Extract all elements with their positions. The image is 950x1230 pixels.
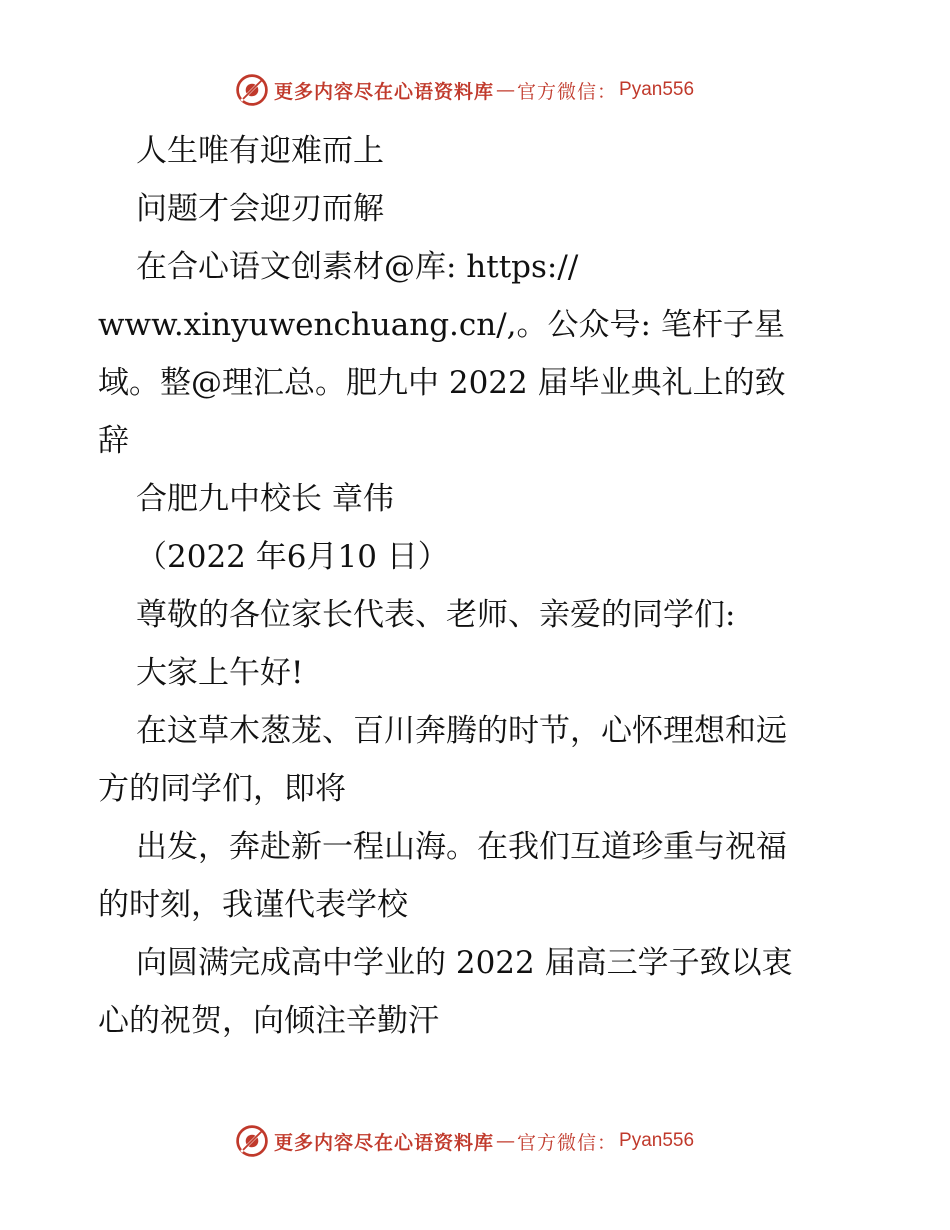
text-line: 心的祝贺，向倾注辛勤汗 xyxy=(98,1003,439,1039)
footer-banner xyxy=(234,1121,694,1161)
text-line: 向圆满完成高中学业的 2022 届高三学子致以衷 xyxy=(136,945,793,981)
text-line: 问题才会迎刃而解 xyxy=(136,191,384,227)
banner-title: 更多内容尽在心语资料库 xyxy=(274,1131,495,1154)
text-line: 出发，奔赴新一程山海。在我们互道珍重与祝福 xyxy=(136,829,787,865)
date-line: （2022 年6月10 日） xyxy=(136,539,449,575)
banner-wechat-label: 官方微信： xyxy=(517,1131,618,1154)
banner-wechat-label: 官方微信： xyxy=(517,80,618,103)
text-line: 方的同学们，即将 xyxy=(98,771,346,807)
text-line: 在这草木葱茏、百川奔腾的时节，心怀理想和远 xyxy=(136,713,787,749)
document-body xyxy=(98,122,858,1050)
text-line: 的时刻，我谨代表学校 xyxy=(98,887,408,923)
banner-wechat-id: Pyan556 xyxy=(619,79,695,100)
text-line: www.xinyuwenchuang.cn/,。公众号: 笔杆子星 xyxy=(98,307,785,343)
logo-icon xyxy=(234,1123,270,1159)
text-line: 域。整@理汇总。肥九中 2022 届毕业典礼上的致 xyxy=(98,365,786,401)
banner-dash: — xyxy=(496,79,516,101)
text-line: 辞 xyxy=(98,423,129,459)
logo-icon xyxy=(234,72,270,108)
greeting-line: 大家上午好! xyxy=(136,655,304,691)
text-line: 人生唯有迎难而上 xyxy=(136,133,384,169)
banner-title: 更多内容尽在心语资料库 xyxy=(274,80,495,103)
text-line: 在合心语文创素材@库: https:// xyxy=(136,249,579,285)
banner-wechat-id: Pyan556 xyxy=(619,1130,695,1151)
banner-dash: — xyxy=(496,1130,516,1152)
salutation-line: 尊敬的各位家长代表、老师、亲爱的同学们: xyxy=(136,597,736,633)
header-banner xyxy=(234,70,694,110)
author-line: 合肥九中校长 章伟 xyxy=(136,481,394,517)
